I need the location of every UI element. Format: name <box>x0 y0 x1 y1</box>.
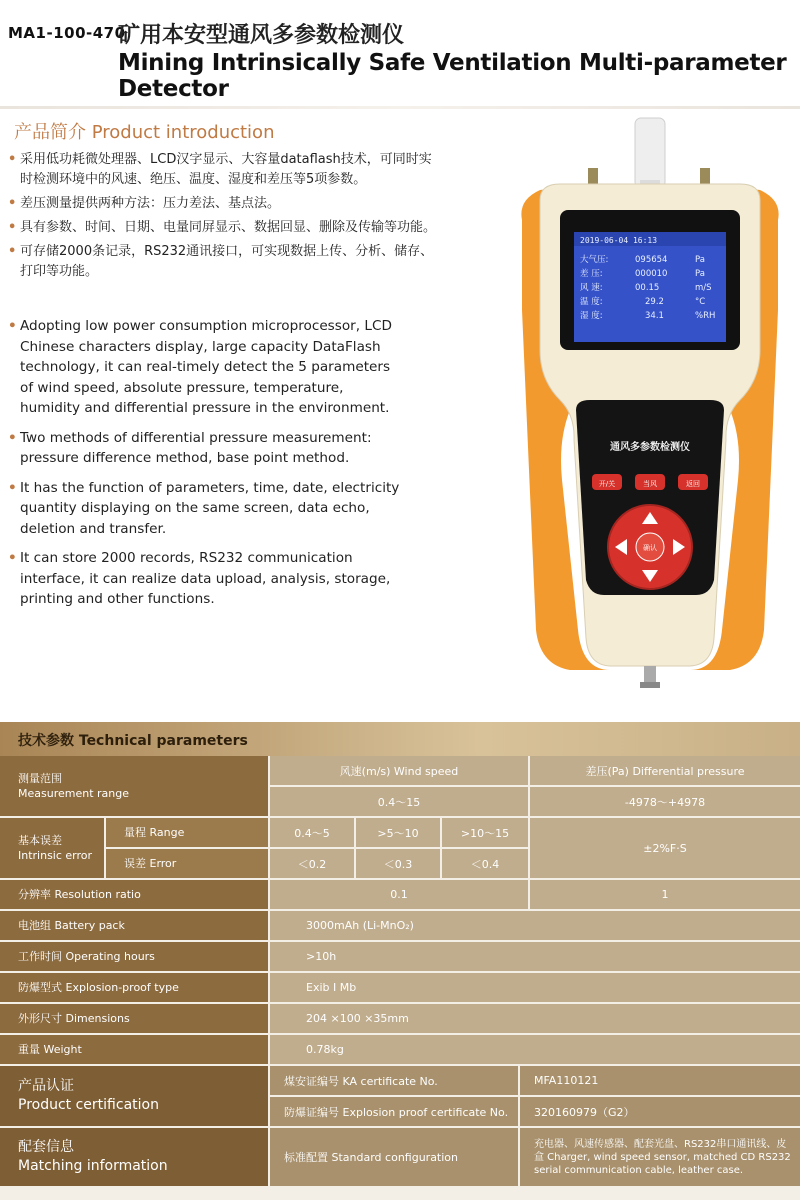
diff-pressure-range: -4978～+4978 <box>528 787 800 818</box>
resolution-label: 分辨率 Resolution ratio <box>0 880 268 911</box>
model-number: MA1-100-470 <box>8 24 126 42</box>
cn-bullet: • 差压测量提供两种方法：压力差法、基点法。 <box>8 196 281 211</box>
span-label: 量程 Range <box>104 818 268 849</box>
lcd-value: 095654 <box>635 255 668 265</box>
cn-bullet: • 具有参数、时间、日期、电量同屏显示、数据回显、删除及传输等功能。 <box>8 220 437 235</box>
span-value: 0.4～5 <box>268 818 354 849</box>
match-label: 配套信息 Matching information <box>0 1128 268 1188</box>
device-illustration <box>500 110 800 710</box>
panel-title: 通风多参数检测仪 <box>610 442 690 453</box>
en-bullet: • Adopting low power consumption microprocessor, LCD Chinese characters display, large capacity DataFlash technology, it can real-timely detect the 5 parameters of wind speed, absolute pressure, temperature, humidity and differential pressure in the environment. <box>8 318 392 416</box>
lcd-label: 风 速: <box>580 283 603 293</box>
wind-button[interactable] <box>635 474 665 490</box>
error-value: ＜0.4 <box>440 849 528 880</box>
lcd-value: 000010 <box>635 269 668 279</box>
range-label: 测量范围 Measurement range <box>0 756 268 818</box>
wind-speed-range: 0.4～15 <box>268 787 528 818</box>
bottom-connector <box>644 666 656 684</box>
detector-device-image <box>500 110 800 710</box>
span-value: >5～10 <box>354 818 440 849</box>
battery-label: 电池组 Battery pack <box>0 911 268 942</box>
resolution-diff: 1 <box>528 880 800 911</box>
wind-speed-header: 风速(m/s) Wind speed <box>268 756 528 787</box>
explosion-value: Exib I Mb <box>268 973 800 1004</box>
title-chinese: 矿用本安型通风多参数检测仪 <box>118 23 405 48</box>
intro-bullets <box>8 150 458 619</box>
ka-label: 煤安证编号 KA certificate No. <box>268 1066 518 1097</box>
weight-label: 重量 Weight <box>0 1035 268 1066</box>
ex-cert-label: 防爆证编号 Explosion proof certificate No. <box>268 1097 518 1128</box>
weight-value: 0.78kg <box>268 1035 800 1066</box>
back-button[interactable] <box>678 474 708 490</box>
lcd-unit: Pa <box>695 255 705 265</box>
tech-params-heading: 技术参数 Technical parameters <box>18 733 248 749</box>
svg-text:返回: 返回 <box>686 480 700 488</box>
dimensions-value: 204 ×100 ×35mm <box>268 1004 800 1035</box>
explosion-label: 防爆型式 Explosion-proof type <box>0 973 268 1004</box>
lcd-label: 差 压: <box>580 269 603 279</box>
battery-value: 3000mAh (Li-MnO₂) <box>268 911 800 942</box>
error-value: ＜0.3 <box>354 849 440 880</box>
en-bullet: • It has the function of parameters, time, date, electricity quantity displaying on the same screen, data echo, deletion and transfer. <box>8 479 400 537</box>
error-label: 误差 Error <box>104 849 268 880</box>
std-config-label: 标准配置 Standard configuration <box>268 1128 518 1188</box>
lcd-value: 29.2 <box>645 297 664 307</box>
lcd-label: 大气压: <box>580 255 609 265</box>
diff-pressure-header: 差压(Pa) Differential pressure <box>528 756 800 787</box>
cn-bullet: • 可存储2000条记录，RS232通讯接口，可实现数据上传、分析、储存、打印等功能。 <box>8 244 434 279</box>
lcd-label: 湿 度: <box>580 311 603 321</box>
ex-cert-value: 320160979（G2） <box>518 1097 800 1128</box>
en-bullet: • Two methods of differential pressure measurement: pressure difference method, base point method. <box>8 429 372 466</box>
sensor-probe <box>635 118 665 188</box>
lcd-label: 温 度: <box>580 297 603 307</box>
hours-value: >10h <box>268 942 800 973</box>
lcd-unit: m/S <box>695 283 712 293</box>
header-divider <box>0 106 800 109</box>
tech-params-heading-bar <box>0 722 800 756</box>
page-header <box>0 0 800 108</box>
tech-params-table <box>0 756 800 1200</box>
svg-text:确认: 确认 <box>643 544 657 552</box>
svg-text:当风: 当风 <box>643 480 657 488</box>
intro-heading: 产品简介 Product introduction <box>14 122 275 143</box>
diff-error-value: ±2%F·S <box>528 818 800 880</box>
lcd-readings <box>580 254 715 321</box>
cn-bullet: • 采用低功耗微处理器、LCD汉字显示、大容量dataflash技术，可同时实时检测环境中的风速、绝压、温度、湿度和差压等5项参数。 <box>8 152 432 187</box>
lcd-unit: %RH <box>695 311 716 321</box>
span-value: >10～15 <box>440 818 528 849</box>
lcd-unit: °C <box>695 297 706 307</box>
lcd-datetime: 2019-06-04 16:13 <box>580 236 658 245</box>
svg-text:开/关: 开/关 <box>598 480 616 488</box>
en-bullet: • It can store 2000 records, RS232 communication interface, it can realize data upload, analysis, storage, printing and other functions. <box>8 550 391 607</box>
power-button[interactable] <box>592 474 622 490</box>
lcd-unit: Pa <box>695 269 705 279</box>
hours-label: 工作时间 Operating hours <box>0 942 268 973</box>
cert-label: 产品认证 Product certification <box>0 1066 268 1128</box>
resolution-wind: 0.1 <box>268 880 528 911</box>
ka-value: MFA110121 <box>518 1066 800 1097</box>
error-value: ＜0.2 <box>268 849 354 880</box>
lcd-value: 00.15 <box>635 283 660 293</box>
title-english: Mining Intrinsically Safe Ventilation Multi-parameter Detector <box>118 50 787 102</box>
intrinsic-error-label: 基本误差 Intrinsic error <box>0 818 104 880</box>
lcd-value: 34.1 <box>645 311 664 321</box>
dimensions-label: 外形尺寸 Dimensions <box>0 1004 268 1035</box>
std-config-value: 充电器、风速传感器、配套光盘、RS232串口通讯线、皮盒 Charger, wind speed sensor, matched CD RS232 serial communication cable, leather case. <box>518 1128 800 1188</box>
